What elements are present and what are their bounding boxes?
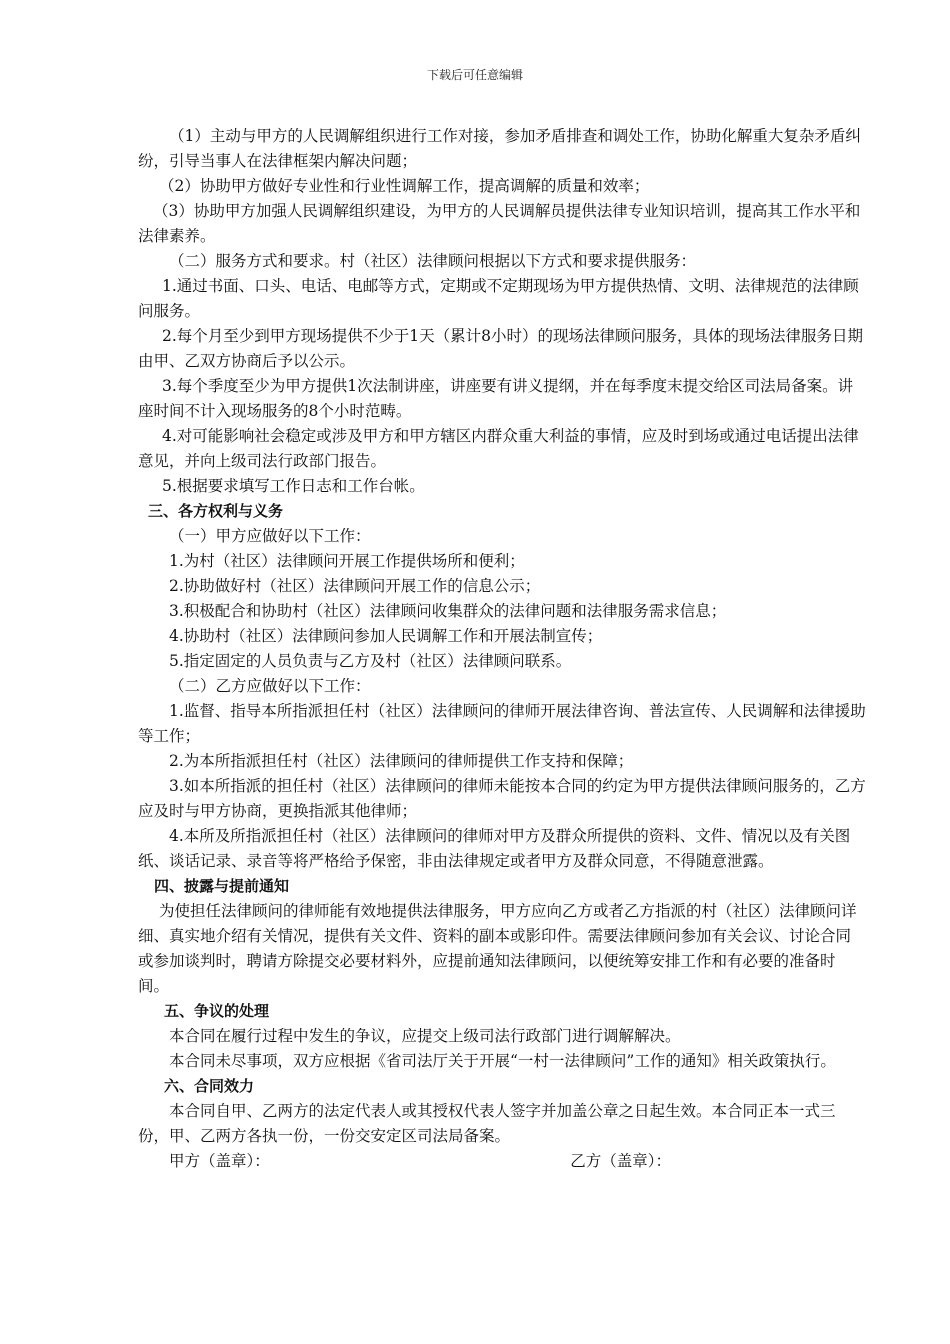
section-heading-validity: 六、合同效力 (164, 1077, 255, 1095)
paragraph-disclosure: 为使担任法律顾问的律师能有效地提供法律服务，甲方应向乙方或者乙方指派的村（社区）法律顾问详细、真实地介绍有关情况，提供有关文件、资料的副本或影印件。需要法律顾问参加有关会议、讨论合同或参加谈判时，聘请方除提交必要材料外，应提前通知法律顾问，以便统筹安排工作和有必要的准备时间。 (138, 902, 857, 995)
paragraph-service-3: 3.每个季度至少为甲方提供1次法制讲座，讲座要有讲义提纲，并在每季度末提交给区司法局备案。讲座时间不计入现场服务的8个小时范畴。 (138, 377, 854, 420)
download-note: 下载后可任意编辑 (426, 68, 523, 82)
paragraph-party-b-intro: （二）乙方应做好以下工作： (169, 677, 371, 695)
paragraph-dispute-2: 本合同未尽事项，双方应根据《省司法厅关于开展“一村一法律顾问”工作的通知》相关政策执行。 (169, 1052, 836, 1070)
party-b-seal: 乙方（盖章）： (570, 1152, 671, 1170)
paragraph-party-b-3: 3.如本所指派的担任村（社区）法律顾问的律师未能按本合同的约定为甲方提供法律顾问服务的，乙方应及时与甲方协商，更换指派其他律师； (138, 777, 866, 820)
paragraph-dispute-1: 本合同在履行过程中发生的争议，应提交上级司法行政部门进行调解解决。 (169, 1027, 681, 1045)
paragraph-party-b-1: 1.监督、指导本所指派担任村（社区）法律顾问的律师开展法律咨询、普法宣传、人民调解和法律援助等工作； (138, 702, 866, 745)
paragraph-mediation-2: （2）协助甲方做好专业性和行业性调解工作，提高调解的质量和效率； (159, 177, 650, 195)
paragraph-party-a-intro: （一）甲方应做好以下工作： (169, 527, 371, 545)
paragraph-party-b-4: 4.本所及所指派担任村（社区）法律顾问的律师对甲方及群众所提供的资料、文件、情况以及有关图纸、谈话记录、录音等将严格给予保密，非由法律规定或者甲方及群众同意，不得随意泄露。 (138, 827, 851, 870)
document-body (138, 124, 866, 1174)
paragraph-service-2: 2.每个月至少到甲方现场提供不少于1天（累计8小时）的现场法律顾问服务，具体的现场法律服务日期由甲、乙双方协商后予以公示。 (138, 327, 864, 370)
paragraph-party-a-3: 3.积极配合和协助村（社区）法律顾问收集群众的法律问题和法律服务需求信息； (169, 602, 727, 620)
paragraph-party-a-5: 5.指定固定的人员负责与乙方及村（社区）法律顾问联系。 (169, 652, 572, 670)
paragraph-mediation-1: （1）主动与甲方的人民调解组织进行工作对接，参加矛盾排查和调处工作，协助化解重大复杂矛盾纠纷，引导当事人在法律框架内解决问题； (138, 127, 861, 170)
paragraph-service-1: 1.通过书面、口头、电话、电邮等方式，定期或不定期现场为甲方提供热情、文明、法律规范的法律顾问服务。 (138, 277, 859, 320)
signature-line (138, 1149, 866, 1174)
paragraph-party-a-4: 4.协助村（社区）法律顾问参加人民调解工作和开展法制宣传； (169, 627, 603, 645)
paragraph-party-b-2: 2.为本所指派担任村（社区）法律顾问的律师提供工作支持和保障； (169, 752, 634, 770)
paragraph-validity: 本合同自甲、乙两方的法定代表人或其授权代表人签字并加盖公章之日起生效。本合同正本一式三份，甲、乙两方各执一份，一份交安定区司法局备案。 (138, 1102, 836, 1145)
paragraph-service-5: 5.根据要求填写工作日志和工作台帐。 (162, 477, 425, 495)
paragraph-mediation-3: （3）协助甲方加强人民调解组织建设，为甲方的人民调解员提供法律专业知识培训，提高其工作水平和法律素养。 (138, 202, 861, 245)
section-heading-disclosure: 四、披露与提前通知 (154, 877, 290, 895)
paragraph-party-a-2: 2.协助做好村（社区）法律顾问开展工作的信息公示； (169, 577, 541, 595)
paragraph-party-a-1: 1.为村（社区）法律顾问开展工作提供场所和便利； (169, 552, 525, 570)
section-heading-dispute: 五、争议的处理 (164, 1002, 270, 1020)
paragraph-service-intro: （二）服务方式和要求。村（社区）法律顾问根据以下方式和要求提供服务： (169, 252, 697, 270)
paragraph-service-4: 4.对可能影响社会稳定或涉及甲方和甲方辖区内群众重大利益的事情，应及时到场或通过电话提出法律意见，并向上级司法行政部门报告。 (138, 427, 859, 470)
party-a-seal: 甲方（盖章）： (169, 1152, 270, 1170)
section-heading-rights: 三、各方权利与义务 (148, 502, 284, 520)
